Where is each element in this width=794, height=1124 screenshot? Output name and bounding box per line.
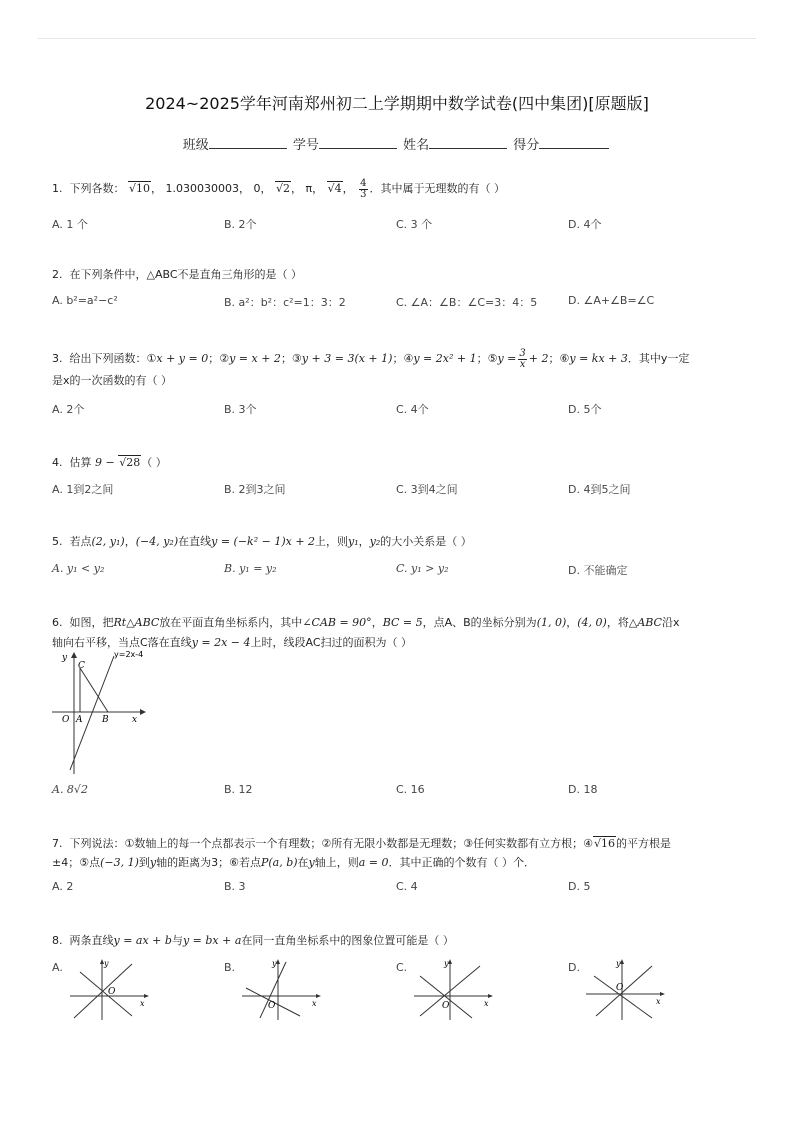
svg-text:O: O <box>108 987 116 997</box>
q6-figure <box>52 648 152 776</box>
q5-options <box>52 562 742 578</box>
q7-option-c[interactable]: C. 4 <box>396 880 418 893</box>
name-label: 姓名 <box>403 138 430 153</box>
question-7: 7. 下列说法：①数轴上的每一个点都表示一个有理数；②所有无限小数都是无理数；③任何实数都有立方根；④√16的平方根是 <box>52 837 671 850</box>
question-8: 8. 两条直线y = ax + b与y = bx + a在同一直角坐标系中的图象位置可能是（ ） <box>52 934 454 947</box>
q4-option-b[interactable]: B. 2到3之间 <box>224 483 286 496</box>
point-c-label: C <box>78 661 85 671</box>
q6-option-b[interactable]: B. 12 <box>224 783 253 796</box>
q4-option-d[interactable]: D. 4到5之间 <box>568 483 631 496</box>
q8-option-c[interactable]: C. <box>396 961 408 974</box>
svg-text:y: y <box>444 959 449 968</box>
q8-graph-c[interactable] <box>410 958 494 1026</box>
y-axis-arrow <box>71 652 77 658</box>
class-blank[interactable] <box>209 136 287 149</box>
fraction-3-x: $\frac{3}{x}$ <box>519 347 526 370</box>
q1-option-c[interactable]: C. 3 个 <box>396 218 433 231</box>
q6-option-c[interactable]: C. 16 <box>396 783 425 796</box>
sqrt-28: √28 <box>119 456 141 469</box>
sqrt-16: √16 <box>593 837 615 850</box>
point-b-label: B <box>102 715 109 725</box>
question-3: 3. 给出下列函数：①x + y = 0；②y = x + 2；③y + 3 = 3(x + 1)；④y = 2x² + 1；⑤y = $\frac{3}{x}$ + 2；⑥y = kx + 3．其中y一定 <box>52 347 690 370</box>
q5-option-b[interactable]: B. y₁ = y₂ <box>224 562 277 575</box>
x-label: x <box>132 715 138 725</box>
sqrt-2: √2 <box>276 182 291 195</box>
origin-label: O <box>62 715 70 725</box>
q8-option-b[interactable]: B. <box>224 961 236 974</box>
q8-option-a[interactable]: A. <box>52 961 63 974</box>
side-bc <box>80 668 108 712</box>
q7-options <box>52 880 742 896</box>
q8-graph-d[interactable] <box>582 958 666 1026</box>
q6-option-a[interactable]: A. 8√2 <box>52 783 88 796</box>
svg-text:y: y <box>616 959 621 968</box>
q2-options <box>52 294 742 310</box>
header-rule <box>38 38 756 39</box>
id-blank[interactable] <box>319 136 397 149</box>
question-1: 1. 下列各数： √10， 1.030030003， 0， √2， π， √4， $\frac{4}{3}$ ．其中属于无理数的有（ ） <box>52 177 506 200</box>
question-7-line2: ±4；⑤点(−3, 1)到y轴的距离为3；⑥若点P(a, b)在y轴上，则a = 0．其中正确的个数有（ ）个． <box>52 856 536 869</box>
line-label: y=2x-4 <box>114 650 144 659</box>
svg-text:x: x <box>656 997 661 1006</box>
q2-option-d[interactable]: D. ∠A+∠B=∠C <box>568 294 655 307</box>
q7-option-a[interactable]: A. 2 <box>52 880 74 893</box>
line-y-2x-4 <box>70 656 114 770</box>
q6-option-d[interactable]: D. 18 <box>568 783 598 796</box>
question-3-line2: 是x的一次函数的有（ ） <box>52 374 173 387</box>
q8-graph-a[interactable] <box>66 958 150 1026</box>
point-a-label: A <box>76 715 83 725</box>
question-2: 2. 在下列条件中，△ABC不是直角三角形的是（ ） <box>52 268 303 281</box>
q1-option-a[interactable]: A. 1 个 <box>52 218 88 231</box>
svg-text:y: y <box>272 959 277 968</box>
q8-graph-b[interactable] <box>238 958 322 1026</box>
q3-option-a[interactable]: A. 2个 <box>52 403 85 416</box>
y-label: y <box>62 653 68 663</box>
svg-text:y: y <box>104 959 109 968</box>
q4-option-a[interactable]: A. 1到2之间 <box>52 483 114 496</box>
svg-text:O: O <box>442 1001 450 1011</box>
q5-option-c[interactable]: C. y₁ > y₂ <box>396 562 449 575</box>
svg-text:x: x <box>140 999 145 1008</box>
q4-option-c[interactable]: C. 3到4之间 <box>396 483 458 496</box>
question-6: 6. 如图，把Rt△ABC放在平面直角坐标系内，其中∠CAB = 90°，BC = 5，点A、B的坐标分别为(1, 0)，(4, 0)，将△ABC沿x <box>52 616 680 629</box>
x-axis-arrow <box>140 709 146 715</box>
q2-option-a[interactable]: A. b²=a²−c² <box>52 294 118 307</box>
class-label: 班级 <box>182 138 209 153</box>
svg-text:O: O <box>268 1001 276 1011</box>
q7-option-d[interactable]: D. 5 <box>568 880 591 893</box>
q2-option-c[interactable]: C. ∠A：∠B：∠C=3：4：5 <box>396 296 538 309</box>
q7-option-b[interactable]: B. 3 <box>224 880 246 893</box>
id-label: 学号 <box>292 138 319 153</box>
q3-options <box>52 401 742 417</box>
svg-text:O: O <box>616 983 624 993</box>
score-label: 得分 <box>513 138 540 153</box>
q3-option-c[interactable]: C. 4个 <box>396 403 429 416</box>
line-2 <box>596 966 652 1016</box>
student-info-row <box>0 134 794 153</box>
q3-option-b[interactable]: B. 3个 <box>224 403 257 416</box>
question-4: 4. 估算 9 − √28（ ） <box>52 456 167 469</box>
fraction-4-3: $\frac{4}{3}$ <box>360 177 367 200</box>
score-blank[interactable] <box>539 136 609 149</box>
question-6-line2: 轴向右平移，当点C落在直线y = 2x − 4上时，线段AC扫过的面积为（ ） <box>52 636 413 649</box>
line-2 <box>420 976 472 1018</box>
svg-text:x: x <box>312 999 317 1008</box>
q8-option-d[interactable]: D. <box>568 961 580 974</box>
page-title: 2024~2025学年河南郑州初二上学期期中数学试卷(四中集团)[原题版] <box>145 94 649 113</box>
q2-option-b[interactable]: B. a²：b²：c²=1：3：2 <box>224 296 346 309</box>
svg-text:x: x <box>484 999 489 1008</box>
q6-options <box>52 783 742 799</box>
q5-option-a[interactable]: A. y₁ < y₂ <box>52 562 105 575</box>
q1-option-d[interactable]: D. 4个 <box>568 218 602 231</box>
q1-option-b[interactable]: B. 2个 <box>224 218 257 231</box>
q3-option-d[interactable]: D. 5个 <box>568 403 602 416</box>
line-2 <box>80 972 132 1016</box>
name-blank[interactable] <box>429 136 507 149</box>
question-5: 5. 若点(2, y₁)，(−4, y₂)在直线y = (−k² − 1)x + 2上，则y₁，y₂的大小关系是（ ） <box>52 535 472 548</box>
sqrt-10: √10 <box>129 182 151 195</box>
q5-option-d[interactable]: D. 不能确定 <box>568 564 628 577</box>
q1-options <box>52 216 742 232</box>
q4-options <box>52 481 742 497</box>
sqrt-4: √4 <box>327 182 342 195</box>
